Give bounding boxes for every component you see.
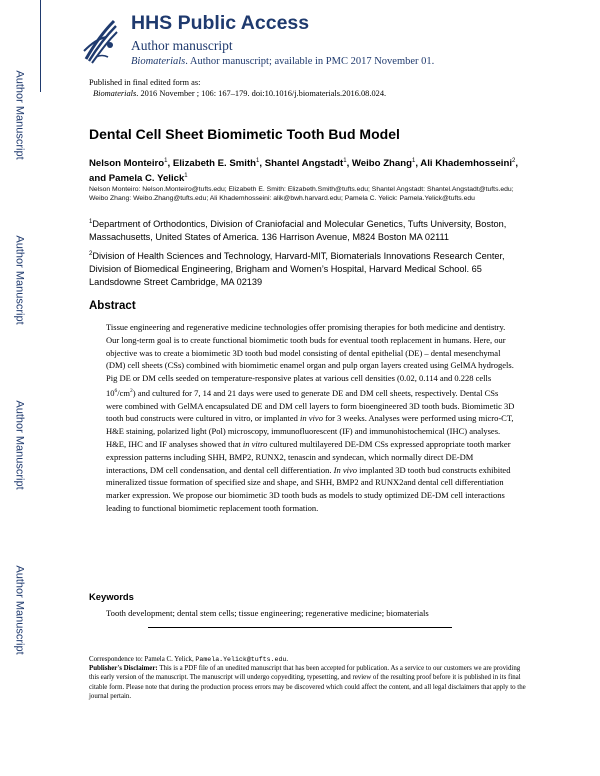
hhs-public-access-title: HHS Public Access — [131, 12, 310, 34]
paper-title: Dental Cell Sheet Biomimetic Tooth Bud Model — [89, 126, 400, 142]
footnotes — [89, 655, 529, 701]
author-name: Ali Khademhosseini — [420, 158, 512, 170]
sidebar-label: Author Manuscript — [14, 235, 27, 325]
author-name: Weibo Zhang — [351, 158, 412, 170]
keywords-heading: Keywords — [89, 591, 134, 602]
journal-availability: Biomaterials. Author manuscript; available in PMC 2017 November 01. — [131, 56, 435, 67]
publication-info: Published in final edited form as: Biomaterials. 2016 November ; 106: 167–179. doi:10.1016/j.biomaterials.2016.08.024. — [89, 78, 387, 98]
author-name: Elizabeth E. Smith — [172, 158, 257, 170]
abstract-body: Tissue engineering and regenerative medicine technologies offer promising therapies for both medicine and dentistry. Our long-term goal is to create functional biomimetic tooth buds for eventual tooth replacement in humans. Here, our objective was to create a biomimetic 3D tooth bud model consisting of dental epithelial (DE) – dental mesenchymal (DM) cell sheets (CSs) combined with biomimetic enamel organ and pulp organ layers created using GelMA hydrogels. Pig DE or DM cells seeded on temperature-responsive plates at various cell densities (0.02, 0.114 and 0.228 cells $10^6/cm^2$) and cultured for 7, 14 and 21 days were used to generate DE and DM cell sheets, respectively. Dental CSs were combined with GelMA encapsulated DE and DM cell layers to form bioengineered 3D tooth buds. Biomimetic 3D tooth bud constructs were cultured in vitro, or implanted in vivo for 3 weeks. Analyses were performed using micro-CT, H&E staining, polarized light (Pol) microscopy, immunofluorescent (IF) and immunohistochemical (IHC) analyses. H&E, IHC and IF analyses showed that in vitro cultured multilayered DE-DM CSs expressed appropriate tooth marker expression patterns including SHH, BMP2, RUNX2, tenascin and syndecan, which normally direct DE-DM interactions, DM cell condensation, and dental cell differentiation. In vivo implanted 3D tooth bud constructs exhibited mineralized tissue formation of specified size and shape, and SHH, BMP2 and RUNX2and dental cell differentiation marker expression. We propose our biomimetic 3D tooth buds as models to study optimized DE-DM cell interactions leading to functional biomimetic replacement tooth formation. — [106, 322, 515, 513]
author-emails: Nelson Monteiro: Nelson.Monteiro@tufts.edu; Elizabeth E. Smith: Elizabeth.Smith@tufts.edu; Shantel Angstadt: Shantel.Angstadt@tufts.edu; Weibo Zhang: Weibo.Zhang@tufts.edu; Ali Khademhosseini: alik@bwh.harvard.edu; Pamela C. Yelick: Pamela.Yelick@tufts.edu — [89, 186, 514, 202]
header-divider-line — [40, 0, 41, 92]
author-manuscript-sidebar — [0, 0, 40, 776]
author-manuscript-subtitle: Author manuscript — [131, 38, 233, 53]
author-name: Pamela C. Yelick — [108, 173, 185, 185]
author-name: Nelson Monteiro — [89, 158, 165, 170]
correspondence: Correspondence to: Pamela C. Yelick, Pamela.Yelick@tufts.edu. — [89, 656, 289, 663]
author-name: Shantel Angstadt — [264, 158, 344, 170]
abstract-heading: Abstract — [89, 300, 136, 312]
keywords-text: Tooth development; dental stem cells; tissue engineering; regenerative medicine; biomaterials — [106, 608, 429, 618]
correspondence-email[interactable]: Pamela.Yelick@tufts.edu — [195, 656, 287, 663]
affiliation: $^2$Division of Health Sciences and Technology, Harvard-MIT, Biomaterials Innovations Research Center, Division of Biomedical Engineering, Brigham and Women’s Hospital, Harvard Medical School. 65 Landsdowne Street Cambridge, MA 02139 — [89, 251, 505, 288]
affiliation: $^1$Department of Orthodontics, Division of Craniofacial and Molecular Genetics, Tufts University, Boston, Massachusetts, United States of America. 136 Harrison Avenue, M824 Boston MA 02111 — [89, 219, 507, 243]
publisher-disclaimer: Publisher's Disclaimer: This is a PDF file of an unedited manuscript that has been accepted for publication. As a service to our customers we are providing this early version of the manuscript. The manuscript will undergo copyediting, typesetting, and review of the resulting proof before it is published in its final citable form. Please note that during the production process errors may be discovered which could affect the content, and all legal disclaimers that apply to the journal pertain. — [89, 665, 526, 700]
citation-doi: . 2016 November ; 106: 167–179. doi:10.1016/j.biomaterials.2016.08.024. — [136, 89, 387, 98]
sidebar-label: Author Manuscript — [14, 565, 27, 655]
author-list: Nelson Monteiro$^1$, Elizabeth E. Smith$^1$, Shantel Angstadt$^1$, Weibo Zhang$^1$, Ali Khademhosseini$^2$, and Pamela C. Yelick$^1$ — [89, 158, 519, 185]
hhs-eagle-logo-icon — [80, 15, 120, 67]
sidebar-label: Author Manuscript — [14, 400, 27, 490]
footnote-divider — [148, 627, 452, 628]
sidebar-label: Author Manuscript — [14, 70, 27, 160]
